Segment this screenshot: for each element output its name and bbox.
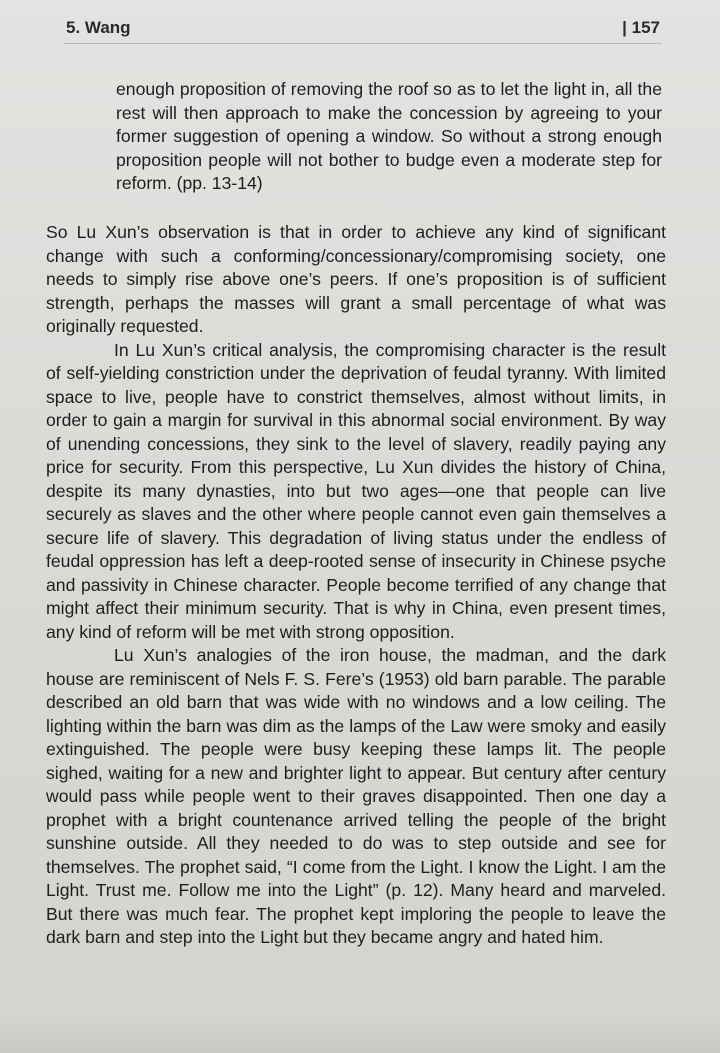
page-number: | 157 [622, 18, 660, 37]
page-header [66, 18, 660, 44]
paragraph-3: Lu Xun’s analogies of the iron house, the madman, and the dark house are reminiscent of Nels F. S. Fere’s (1953) old barn parable. The parable described an old barn that was wide with no windows and a low ceiling. The lighting within the barn was dim as the lamps of the Law were smoky and easily extinguished. The people were busy keeping these lamps lit. The people sighed, waiting for a new and brighter light to appear. But century after century would pass while people went to their graves disappointed. Then one day a prophet with a bright countenance arrived telling the people of the bright sunshine outside. All they needed to do was to step outside and see for themselves. The prophet said, “I come from the Light. I know the Light. I am the Light. Trust me. Follow me into the Light” (p. 12). Many heard and marveled. But there was much fear. The prophet kept imploring the people to leave the dark barn and step into the Light but they became angry and hated him. [46, 645, 666, 947]
header-rule [64, 43, 662, 44]
paragraph-2: In Lu Xun’s critical analysis, the compromising character is the result of self-yielding constriction under the deprivation of feudal tyranny. With limited space to live, people have to constrict themselves, almost without limits, in order to gain a margin for survival in this abnormal social environment. By way of unending concessions, they sink to the level of slavery, readily paying any price for security. From this perspective, Lu Xun divides the history of China, despite its many dynasties, into but two ages—one that people can live securely as slaves and the other where people cannot even gain themselves a secure life of slavery. This degradation of living status under the endless of feudal oppression has left a deep-rooted sense of insecurity in Chinese psyche and passivity in Chinese character. People become terrified of any change that might affect their minimum security. That is why in China, even present times, any kind of reform will be met with strong opposition. [46, 339, 666, 642]
paragraph-1: So Lu Xun’s observation is that in order to achieve any kind of significant change with such a conforming/concessionary/compromising society, one needs to simply rise above one’s peers. If one’s proposition is of sufficient strength, perhaps the masses will grant a small percentage of what was originally requested. [46, 222, 666, 336]
body-text [46, 221, 666, 950]
running-head: 5. Wang [66, 18, 131, 37]
page-shadow [0, 1013, 720, 1053]
block-quote: enough proposition of removing the roof so as to let the light in, all the rest will then approach to make the concession by agreeing to your former suggestion of opening a window. So without a strong enough proposition people will not bother to budge even a moderate step for reform. (pp. 13-14) [116, 79, 662, 194]
